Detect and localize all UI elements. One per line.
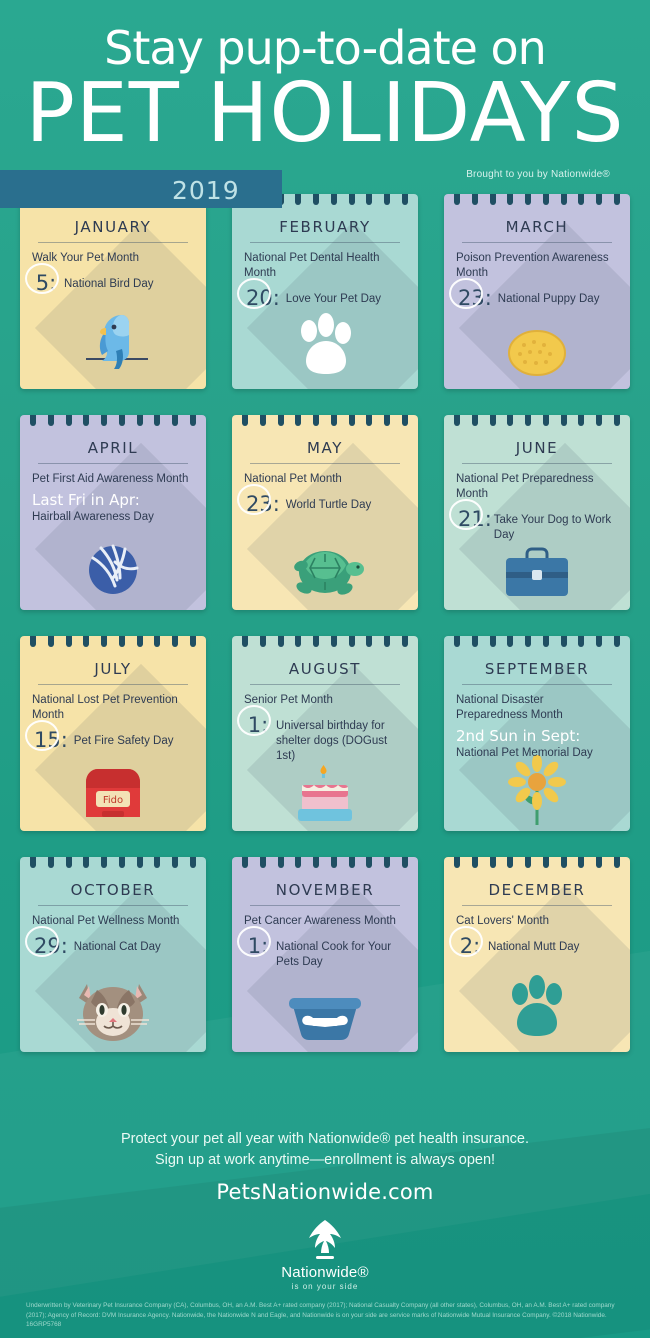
month-note: Walk Your Pet Month [32,251,139,264]
day-circle-icon [25,720,59,751]
day-number: 1: [244,712,272,739]
day-circle-icon [237,484,271,515]
footer-line-2: Sign up at work anytime—enrollment is always open! [154,1152,496,1169]
month-card-september[interactable] [444,636,630,831]
month-name: DECEMBER [462,881,612,906]
spiral-rings-icon [30,857,196,869]
day-text: World Turtle Day [285,498,372,511]
spiral-rings-icon [30,415,196,427]
day-circle-icon [237,278,271,309]
month-note: National Pet Month [244,472,342,485]
day-text: National Bird Day [64,277,154,290]
spiral-rings-icon [454,194,620,206]
month-card-november[interactable] [232,857,418,1052]
year-band [0,170,282,208]
month-name: FEBRUARY [250,218,400,243]
day-number: 23: [456,285,494,312]
page-title-main: PET HOLIDAYS [25,66,625,162]
footer-url[interactable]: PetsNationwide.com [216,1180,434,1205]
svg-text:Fido: Fido [102,794,124,806]
day-circle-icon [449,499,483,530]
parakeet-icon [20,297,206,383]
day-number: 29: [32,933,70,960]
month-note: Pet Cancer Awareness Month [244,914,396,927]
month-name: MAY [250,439,400,464]
month-note: Senior Pet Month [244,693,333,706]
spiral-rings-icon [454,415,620,427]
month-note: National Pet Wellness Month [32,914,180,927]
day-number: 21: [456,506,490,533]
month-card-august[interactable] [232,636,418,831]
month-note: National Pet Preparedness Month [456,472,594,500]
day-text: National Puppy Day [497,293,600,305]
day-number: 5: [32,270,60,297]
legal-disclaimer: Underwritten by Veterinary Pet Insurance Company (CA), Columbus, OH, an A.M. Best A+ rated company (2017); National Casualty Company (all other states), Columbus, OH, an A.M. Best A+ rated company (2017); Agency of Record: DVM Insurance Agency. Nationwide, the Nationwide N and Eagle, and Nationwide is on your side are service marks of Nationwide Mutual Insurance Company. ©2018 Nationwide. 16GRP5768 [26,1302,615,1329]
month-note: National Disaster Preparedness Month [456,693,563,721]
month-name: APRIL [38,439,188,464]
day-number: 2: [456,933,484,960]
dog-bowl-bone-icon [232,960,418,1046]
yarn-ball-icon [20,518,206,604]
month-name: AUGUST [250,660,400,685]
spiral-rings-icon [242,415,408,427]
day-text: Pet Fire Safety Day [73,735,174,747]
footer [0,1129,650,1338]
cat-face-icon [20,960,206,1046]
month-card-january[interactable] [20,194,206,389]
day-circle-icon [25,926,59,957]
spiral-rings-icon [454,857,620,869]
month-card-june[interactable] [444,415,630,610]
month-card-grid [20,194,630,1052]
month-card-march[interactable] [444,194,630,389]
day-text: Universal birthday for shelter dogs (DOGust 1st) [276,719,388,763]
paw-print-teal-icon [444,960,630,1046]
day-text: National Cook for Your Pets Day [276,940,392,968]
brought-by-label: Brought to you by Nationwide® [466,168,610,180]
month-note: Cat Lovers' Month [456,914,549,927]
day-text: National Mutt Day [488,940,580,953]
header [0,0,650,205]
spiral-rings-icon [242,636,408,648]
month-note: National Lost Pet Prevention Month [32,693,178,721]
month-name: SEPTEMBER [462,660,612,685]
month-name: OCTOBER [38,881,188,906]
month-name: NOVEMBER [250,881,400,906]
day-circle-icon [449,278,483,309]
month-note: Pet First Aid Awareness Month [32,472,189,485]
day-number: 20: [244,285,282,312]
month-name: JUNE [462,439,612,464]
footer-line-1: Protect your pet all year with Nationwide® pet health insurance. [120,1130,530,1147]
day-number: 23: [244,491,282,518]
month-card-october[interactable] [20,857,206,1052]
day-number: 1: [244,933,272,960]
day-circle-icon [237,926,271,957]
month-note: Poison Prevention Awareness Month [456,251,609,279]
phrase-sub-label: National Pet Memorial Day [456,747,593,759]
day-text: Love Your Pet Day [285,293,382,305]
day-text: Take Your Dog to Work Day [493,514,612,542]
month-card-february[interactable] [232,194,418,389]
month-card-april[interactable] [20,415,206,610]
spiral-rings-icon [454,636,620,648]
day-circle-icon [237,705,271,736]
month-card-december[interactable] [444,857,630,1052]
month-note: National Pet Dental Health Month [244,251,380,279]
month-card-july[interactable] [20,636,206,831]
day-number: 15: [32,727,70,754]
day-text: National Cat Day [73,940,161,953]
month-name: JANUARY [38,218,188,243]
month-name: JULY [38,660,188,685]
spiral-rings-icon [242,857,408,869]
phrase-sub-label: Hairball Awareness Day [32,510,154,523]
month-card-may[interactable] [232,415,418,610]
phrase-label: Last Fri in Apr: [32,490,140,509]
phrase-label: 2nd Sun in Sept: [456,727,581,745]
year-label: 2019 [172,176,240,205]
day-circle-icon [449,926,483,957]
nationwide-wordmark: Nationwide® [281,1264,369,1282]
day-circle-icon [25,263,59,294]
turtle-icon [232,518,418,604]
spiral-rings-icon [30,636,196,648]
page-title-line1: Stay pup-to-date on [104,21,546,75]
nationwide-eagle-logo-icon [302,1218,348,1262]
nationwide-tagline: is on your side [291,1282,359,1292]
month-name: MARCH [462,218,612,243]
